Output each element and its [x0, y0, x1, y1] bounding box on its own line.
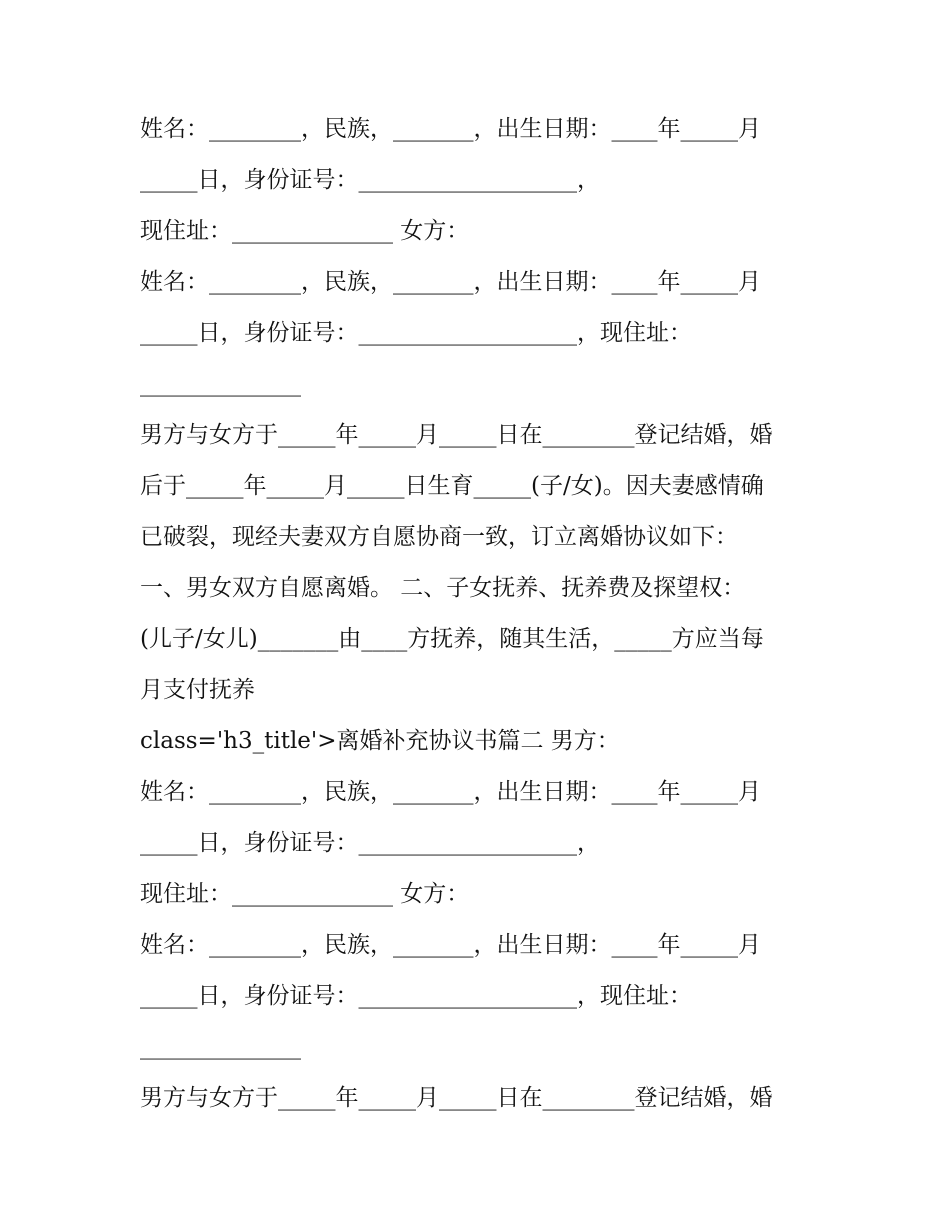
text-line: 已破裂，现经夫妻双方自愿协商一致，订立离婚协议如下：: [140, 524, 738, 550]
text-line: _____日，身份证号：___________________，现住址：: [140, 983, 692, 1009]
text-line: 男方与女方于_____年_____月_____日在________登记结婚，婚: [140, 422, 773, 448]
text-line: 现住址：______________ 女方：: [140, 881, 470, 907]
text-line: 姓名：________，民族，_______，出生日期：____年_____月: [140, 116, 761, 142]
document-body: [140, 104, 820, 1124]
text-line: _____日，身份证号：___________________，: [140, 167, 600, 193]
text-line: 一、男女双方自愿离婚。 二、子女抚养、抚养费及探望权：: [140, 575, 746, 601]
text-line: 男方与女方于_____年_____月_____日在________登记结婚，婚: [140, 1085, 773, 1111]
text-line: 姓名：________，民族，_______，出生日期：____年_____月: [140, 269, 761, 295]
section-heading-line: class='h3_title'>离婚补充协议书篇二 男方：: [140, 728, 620, 754]
text-line: ______________: [140, 1034, 301, 1060]
text-line: 后于_____年_____月_____日生育_____(子/女)。因夫妻感情确: [140, 473, 764, 499]
text-line: _____日，身份证号：___________________，: [140, 830, 600, 856]
text-line: ______________: [140, 371, 301, 397]
text-line: 姓名：________，民族，_______，出生日期：____年_____月: [140, 932, 761, 958]
text-line: 现住址：______________ 女方：: [140, 218, 470, 244]
text-line: (儿子/女儿)_______由____方抚养，随其生活，_____方应当每: [140, 626, 764, 652]
text-line: 月支付抚养: [140, 677, 255, 703]
text-line: 姓名：________，民族，_______，出生日期：____年_____月: [140, 779, 761, 805]
text-line: _____日，身份证号：___________________，现住址：: [140, 320, 692, 346]
